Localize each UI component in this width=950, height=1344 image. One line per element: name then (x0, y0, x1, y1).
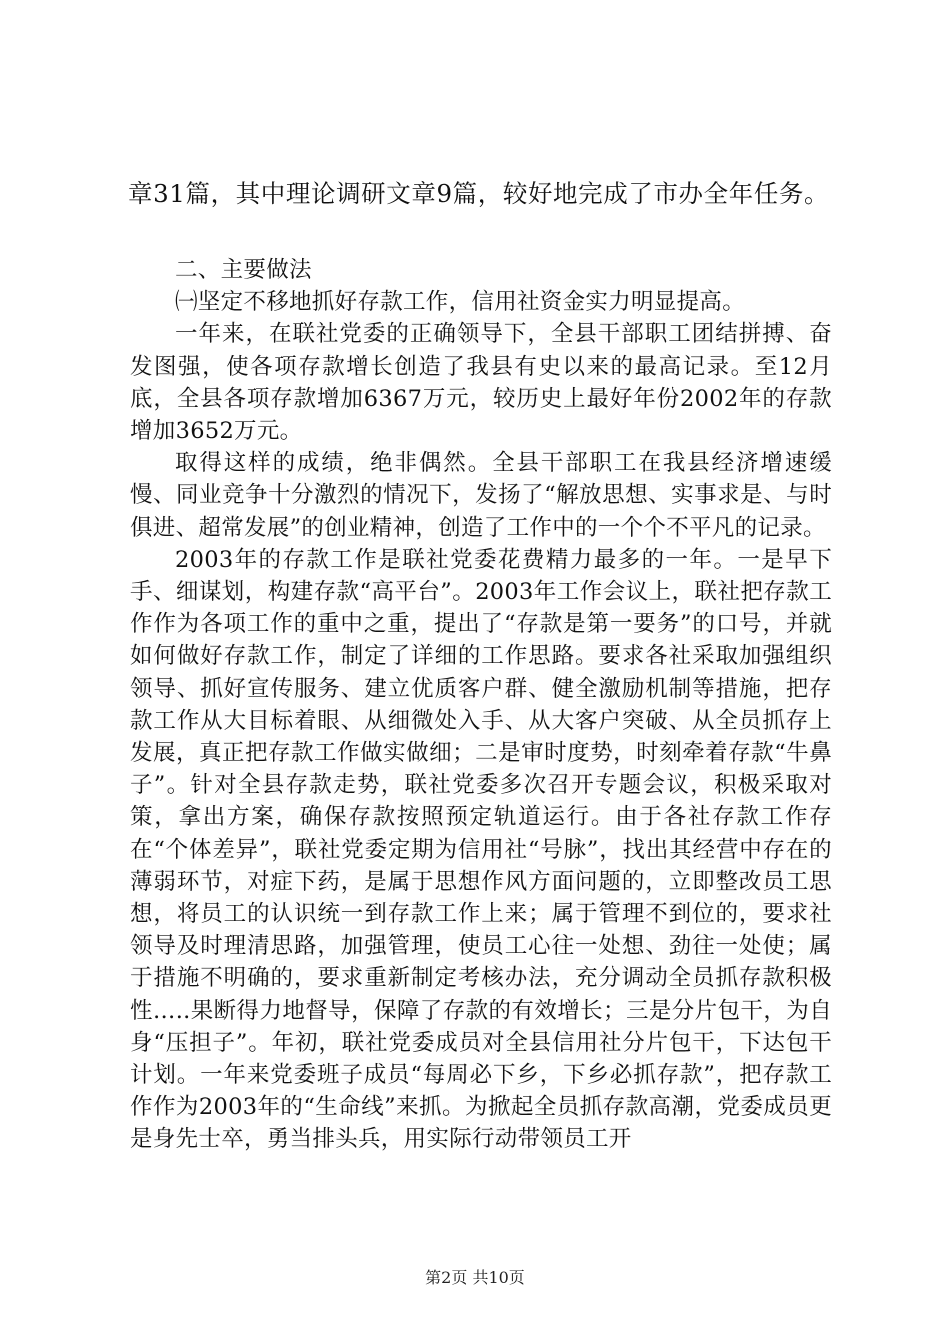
paragraph: 2003年的存款工作是联社党委花费精力最多的一年。一是早下手、细谋划，构建存款“高平台”。2003年工作会议上，联社把存款工作作为各项工作的重中之重，提出了“存款是第一要务”的口号，并就如何做好存款工作，制定了详细的工作思路。要求各社采取加强组织领导、抓好宣传服务、建立优质客户群、健全激励机制等措施，把存款工作从大目标着眼、从细微处入手、从大客户突破、从全员抓存上发展，真正把存款工作做实做细；二是审时度势，时刻牵着存款“牛鼻子”。针对全县存款走势，联社党委多次召开专题会议，积极采取对策，拿出方案，确保存款按照预定轨道运行。由于各社存款工作存在“个体差异”，联社党委定期为信用社“号脉”，找出其经营中存在的薄弱环节，对症下药，是属于思想作风方面问题的，立即整改员工思想，将员工的认识统一到存款工作上来；属于管理不到位的，要求社领导及时理清思路，加强管理，使员工心往一处想、劲往一处使；属于措施不明确的，要求重新制定考核办法，充分调动全员抓存款积极性…..果断得力地督导，保障了存款的有效增长；三是分片包干，为自身“压担子”。年初，联社党委成员对全县信用社分片包干，下达包干计划。一年来党委班子成员“每周必下乡，下乡必抓存款”，把存款工作作为2003年的“生命线”来抓。为掀起全员抓存款高潮，党委成员更是身先士卒，勇当排头兵，用实际行动带领员工开 (130, 546, 832, 1153)
paragraph: 取得这样的成绩，绝非偶然。全县干部职工在我县经济增速缓慢、同业竞争十分激烈的情况下，发扬了“解放思想、实事求是、与时俱进、超常发展”的创业精神，创造了工作中的一个个不平凡的记录。 (130, 450, 832, 541)
continued-line: 章31篇，其中理论调研文章9篇，较好地完成了市办全年任务。 (128, 179, 830, 208)
subsection-heading: ㈠坚定不移地抓好存款工作，信用社资金实力明显提高。 (175, 289, 746, 316)
page-footer: 第2页 共10页 (425, 1268, 525, 1287)
section-heading: 二、主要做法 (175, 257, 312, 283)
document-body (130, 254, 832, 1156)
paragraph: 一年来，在联社党委的正确领导下，全县干部职工团结拼搏、奋发图强，使各项存款增长创造了我县有史以来的最高记录。至12月底，全县各项存款增加6367万元，较历史上最好年份2002年的存款增加3652万元。 (130, 321, 832, 445)
